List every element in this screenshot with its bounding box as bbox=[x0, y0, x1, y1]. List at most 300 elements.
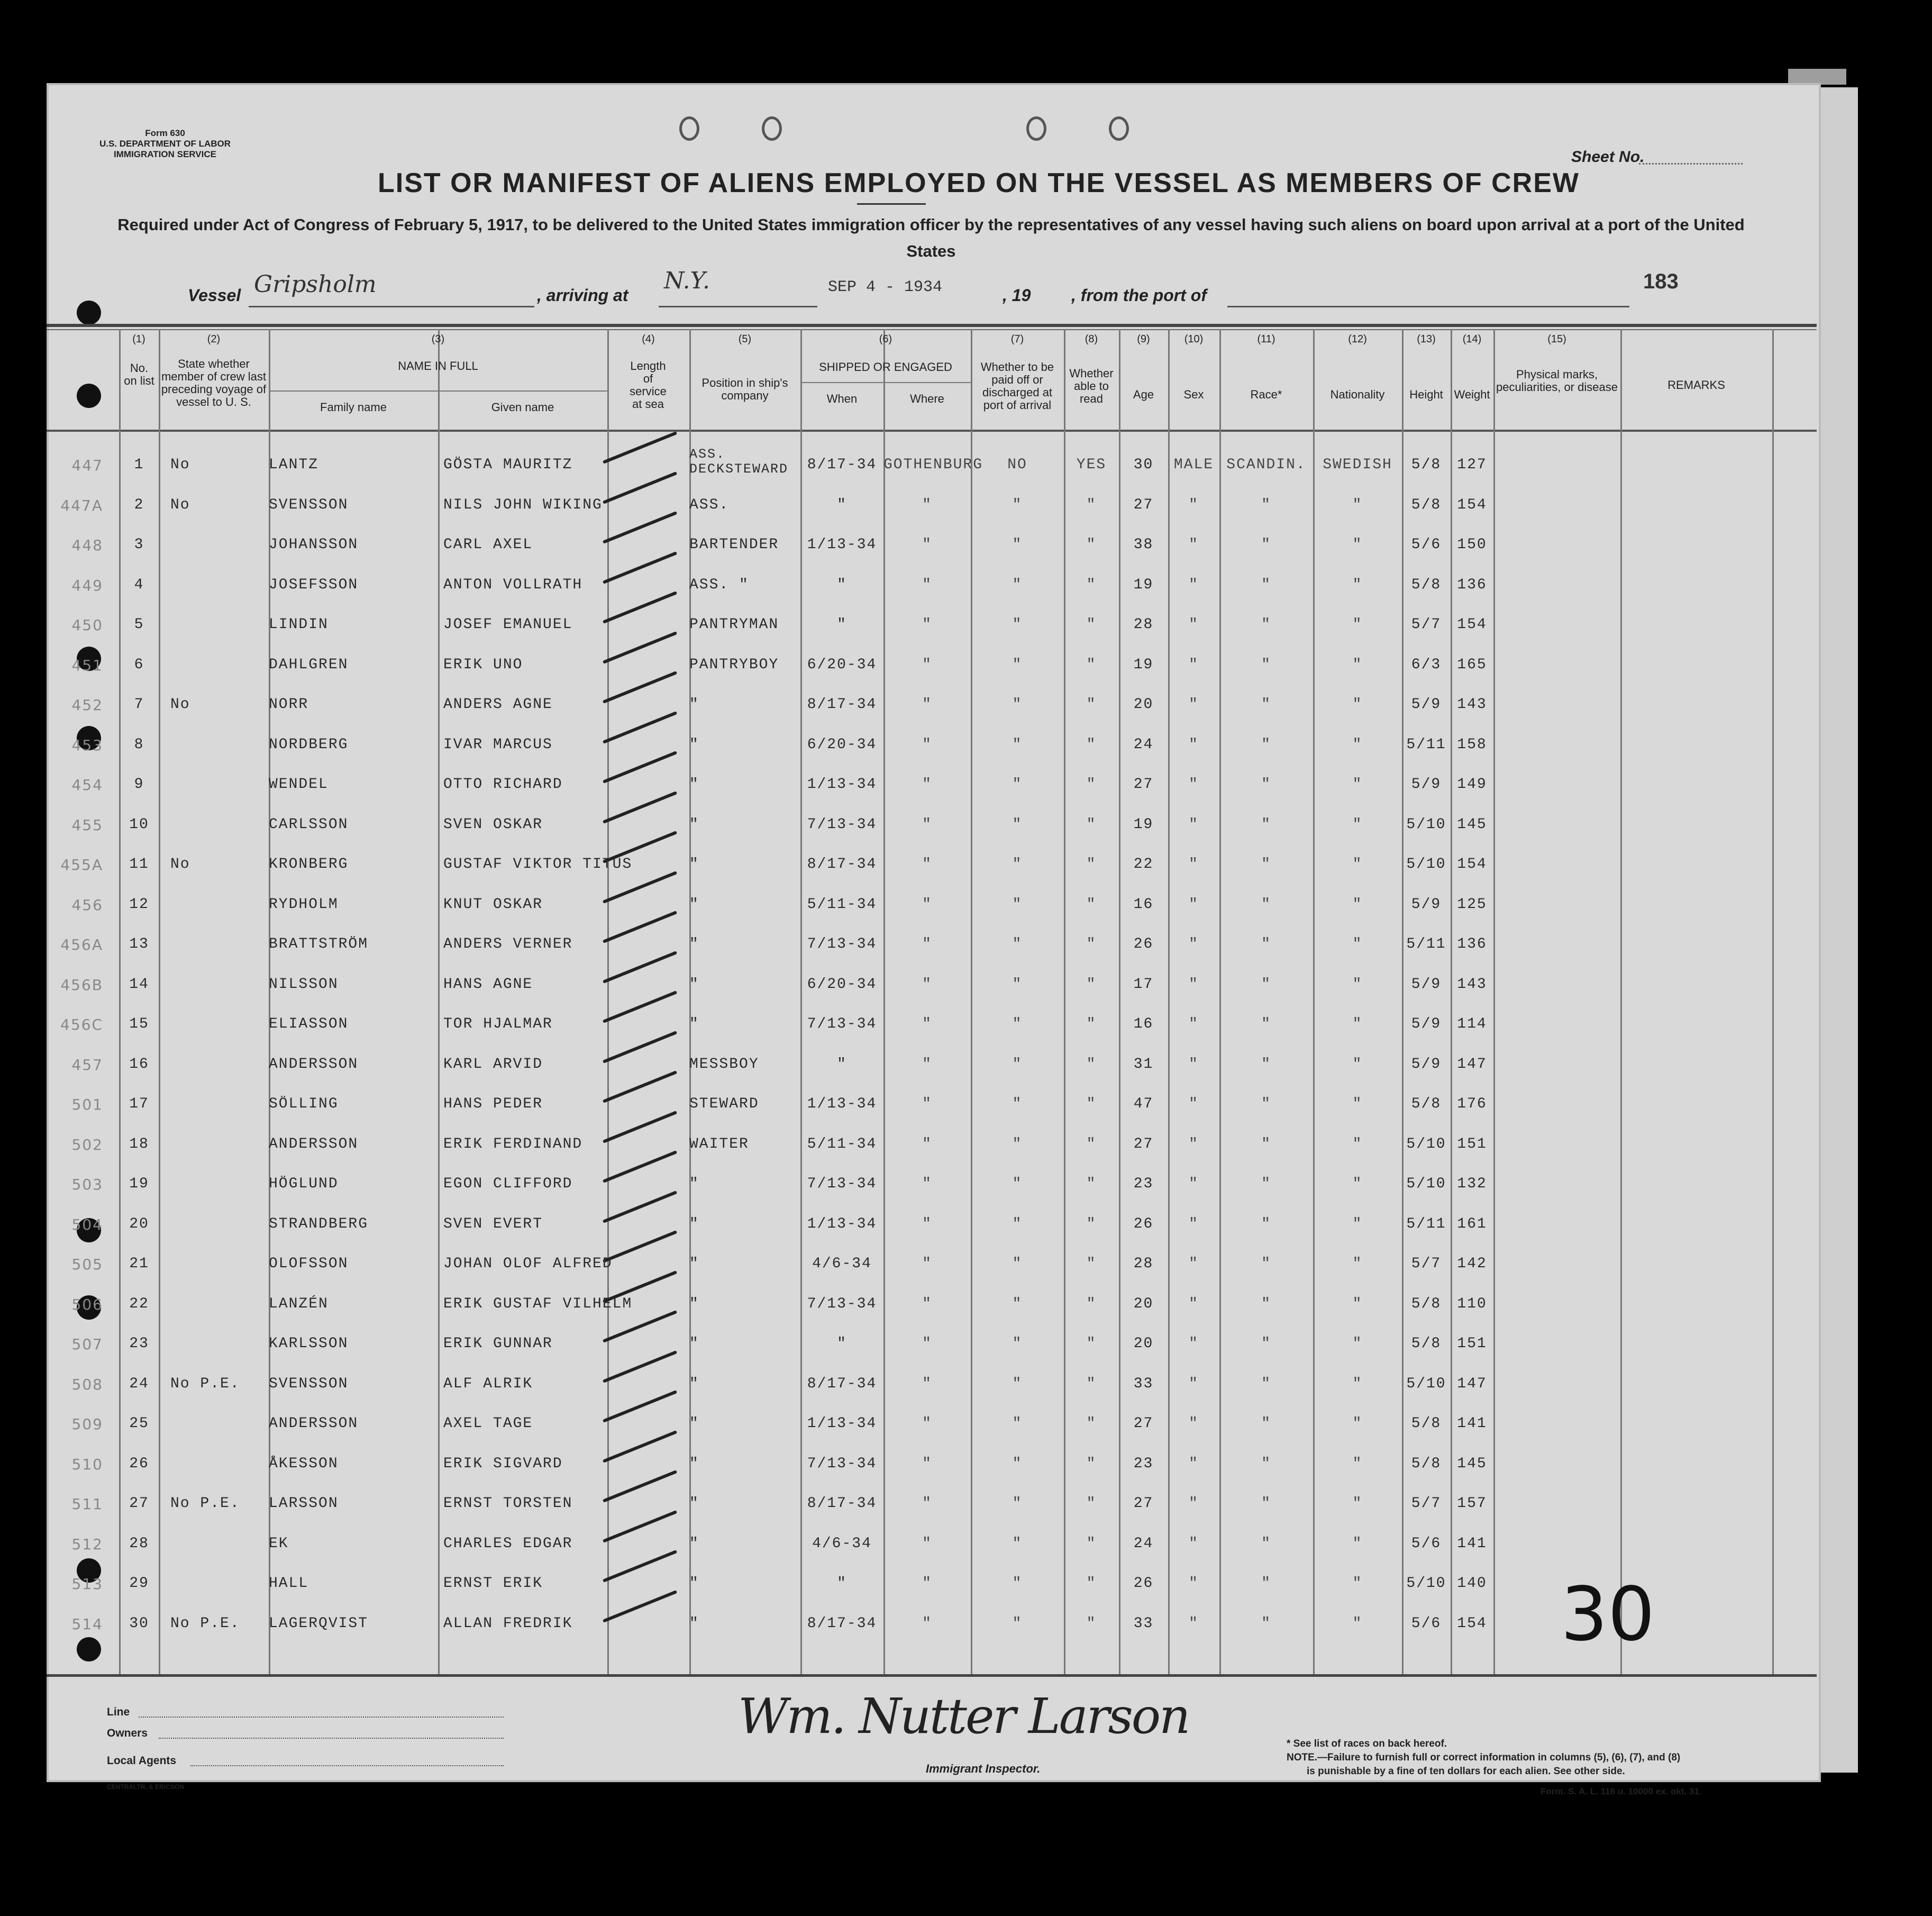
col-number: (14) bbox=[1462, 333, 1482, 345]
row-age: 20 bbox=[1133, 1295, 1154, 1312]
table-row bbox=[0, 767, 1932, 806]
row-weight: 140 bbox=[1457, 1575, 1487, 1592]
row-able-read: " bbox=[1086, 856, 1097, 873]
table-row bbox=[0, 1086, 1932, 1126]
header-state-whether: State whether member of crew last preceding voyage of vessel to U. S. bbox=[161, 357, 267, 408]
row-nationality: " bbox=[1352, 1016, 1363, 1032]
row-weight: 125 bbox=[1457, 896, 1487, 913]
row-family-name: LAGERQVIST bbox=[269, 1615, 369, 1632]
table-row bbox=[0, 1366, 1932, 1406]
total-count-handwritten: 30 bbox=[1561, 1572, 1655, 1658]
row-race: " bbox=[1261, 1096, 1271, 1112]
row-able-read: " bbox=[1086, 656, 1097, 673]
row-given-name: ANTON VOLLRATH bbox=[443, 576, 583, 593]
row-shipped-when: 7/13-34 bbox=[807, 1295, 877, 1312]
table-row bbox=[0, 1526, 1932, 1566]
row-given-name: GUSTAF VIKTOR TITUS bbox=[443, 856, 633, 873]
col-number: (2) bbox=[207, 333, 221, 345]
header-length-service: Length of service at sea bbox=[630, 359, 667, 411]
row-position: " bbox=[689, 776, 699, 793]
row-shipped-where: " bbox=[922, 1495, 932, 1512]
row-given-name: ERNST ERIK bbox=[443, 1575, 543, 1592]
row-able-read: YES bbox=[1076, 457, 1107, 473]
row-height: 5/9 bbox=[1411, 776, 1442, 793]
row-race: " bbox=[1261, 616, 1271, 633]
row-height: 5/8 bbox=[1411, 1455, 1442, 1472]
row-weight: 136 bbox=[1457, 576, 1487, 593]
row-shipped-where: " bbox=[922, 656, 932, 673]
row-position: ASS. DECKSTEWARD bbox=[689, 447, 789, 477]
arriving-port: N.Y. bbox=[664, 267, 710, 294]
department-name: U.S. DEPARTMENT OF LABOR bbox=[99, 139, 231, 149]
agents-field bbox=[190, 1765, 504, 1766]
row-margin-number: 453 bbox=[71, 736, 103, 754]
row-number: 13 bbox=[129, 936, 149, 952]
row-paid-off: " bbox=[1012, 1575, 1023, 1592]
row-age: 19 bbox=[1133, 576, 1154, 593]
row-previous-voyage: No bbox=[170, 856, 190, 873]
row-paid-off: " bbox=[1012, 936, 1023, 952]
table-row bbox=[0, 647, 1932, 687]
row-shipped-when: 4/6-34 bbox=[812, 1256, 872, 1272]
row-position: " bbox=[689, 896, 699, 913]
row-position: " bbox=[689, 1455, 699, 1472]
row-paid-off: " bbox=[1012, 1096, 1023, 1112]
row-family-name: DAHLGREN bbox=[269, 656, 349, 673]
name-subheader-rule bbox=[269, 391, 607, 392]
row-number: 16 bbox=[129, 1056, 149, 1073]
row-shipped-when: 1/13-34 bbox=[807, 776, 877, 793]
header-no-on-list: No. on list bbox=[124, 361, 154, 387]
row-sex: " bbox=[1189, 576, 1199, 593]
row-height: 5/9 bbox=[1411, 1056, 1442, 1073]
row-height: 5/9 bbox=[1411, 976, 1442, 993]
row-shipped-where: " bbox=[922, 1575, 932, 1592]
row-family-name: EK bbox=[269, 1535, 289, 1552]
row-margin-number: 508 bbox=[71, 1375, 103, 1393]
row-paid-off: " bbox=[1012, 1495, 1023, 1512]
row-shipped-where: " bbox=[922, 696, 932, 713]
row-weight: 150 bbox=[1457, 537, 1487, 553]
row-paid-off: " bbox=[1012, 656, 1023, 673]
row-paid-off: " bbox=[1012, 776, 1023, 793]
row-age: 16 bbox=[1133, 1016, 1154, 1032]
table-row bbox=[0, 687, 1932, 727]
row-able-read: " bbox=[1086, 1615, 1097, 1632]
row-paid-off: " bbox=[1012, 856, 1023, 873]
table-row bbox=[0, 847, 1932, 886]
row-height: 5/7 bbox=[1411, 1256, 1442, 1272]
row-position: " bbox=[689, 856, 699, 873]
row-position: " bbox=[689, 1615, 699, 1632]
row-position: BARTENDER bbox=[689, 537, 779, 553]
row-sex: " bbox=[1189, 1336, 1199, 1352]
row-height: 5/9 bbox=[1411, 1016, 1442, 1032]
row-able-read: " bbox=[1086, 616, 1097, 633]
row-race: " bbox=[1261, 976, 1271, 993]
table-row bbox=[0, 1006, 1932, 1046]
row-age: 38 bbox=[1133, 537, 1154, 553]
row-race: " bbox=[1261, 1256, 1271, 1272]
row-nationality: " bbox=[1352, 1336, 1363, 1352]
row-shipped-when: 1/13-34 bbox=[807, 537, 877, 553]
row-shipped-where: " bbox=[922, 1256, 932, 1272]
header-nationality: Nationality bbox=[1330, 388, 1385, 401]
header-able-read: Whether able to read bbox=[1069, 367, 1114, 405]
row-margin-number: 450 bbox=[71, 616, 103, 634]
row-family-name: ANDERSSON bbox=[269, 1136, 359, 1152]
row-race: " bbox=[1261, 1615, 1271, 1632]
col-number: (1) bbox=[132, 333, 145, 345]
row-given-name: ANDERS VERNER bbox=[443, 936, 573, 952]
row-able-read: " bbox=[1086, 1256, 1097, 1272]
row-paid-off: " bbox=[1012, 1136, 1023, 1152]
row-given-name: KARL ARVID bbox=[443, 1056, 543, 1073]
table-row bbox=[0, 1286, 1932, 1326]
col-number: (4) bbox=[642, 333, 655, 345]
row-shipped-when: 6/20-34 bbox=[807, 736, 877, 753]
row-number: 8 bbox=[134, 736, 144, 753]
form-number: Form 630 bbox=[145, 128, 185, 138]
line-field bbox=[139, 1717, 504, 1718]
row-family-name: NORR bbox=[269, 696, 309, 713]
row-number: 5 bbox=[134, 616, 144, 633]
row-given-name: CHARLES EDGAR bbox=[443, 1535, 573, 1552]
row-number: 12 bbox=[129, 896, 149, 913]
inspector-signature: Wm. Nutter Larson bbox=[738, 1688, 1189, 1745]
row-weight: 165 bbox=[1457, 656, 1487, 673]
row-given-name: ALLAN FREDRIK bbox=[443, 1615, 573, 1632]
row-shipped-where: " bbox=[922, 496, 932, 513]
row-nationality: " bbox=[1352, 816, 1363, 833]
page-number: 183 bbox=[1643, 270, 1679, 293]
row-given-name: ERIK SIGVARD bbox=[443, 1455, 563, 1472]
row-height: 5/10 bbox=[1406, 1575, 1446, 1592]
row-weight: 145 bbox=[1457, 1455, 1487, 1472]
table-header-rule bbox=[47, 430, 1817, 432]
row-family-name: CARLSSON bbox=[269, 816, 349, 833]
row-able-read: " bbox=[1086, 1535, 1097, 1552]
row-age: 20 bbox=[1133, 1336, 1154, 1352]
row-shipped-when: 8/17-34 bbox=[807, 457, 877, 473]
row-sex: " bbox=[1189, 1375, 1199, 1392]
row-race: " bbox=[1261, 1415, 1271, 1432]
title-divider bbox=[857, 203, 926, 205]
row-nationality: " bbox=[1352, 976, 1363, 993]
row-position: ASS. " bbox=[689, 576, 749, 593]
row-position: " bbox=[689, 936, 699, 952]
row-given-name: ERIK UNO bbox=[443, 656, 523, 673]
table-row bbox=[0, 1326, 1932, 1366]
row-age: 27 bbox=[1133, 496, 1154, 513]
row-weight: 147 bbox=[1457, 1375, 1487, 1392]
row-family-name: JOSEFSSON bbox=[269, 576, 359, 593]
row-height: 5/10 bbox=[1406, 816, 1446, 833]
row-given-name: EGON CLIFFORD bbox=[443, 1176, 573, 1192]
row-previous-voyage: No bbox=[170, 457, 190, 473]
col-number: (6) bbox=[879, 333, 892, 345]
row-position: ASS. bbox=[689, 496, 730, 513]
row-race: " bbox=[1261, 896, 1271, 913]
row-race: " bbox=[1261, 856, 1271, 873]
row-nationality: " bbox=[1352, 537, 1363, 553]
line-label: Line bbox=[107, 1706, 130, 1718]
vessel-name-line bbox=[249, 306, 534, 307]
penalty-note-1: NOTE.—Failure to furnish full or correct information in columns (5), (6), (7), and (8) bbox=[1287, 1752, 1681, 1763]
row-margin-number: 501 bbox=[71, 1096, 103, 1113]
row-shipped-when: 7/13-34 bbox=[807, 1016, 877, 1032]
row-given-name: GÖSTA MAURITZ bbox=[443, 457, 573, 473]
table-bottom-rule bbox=[47, 1674, 1817, 1677]
row-age: 30 bbox=[1133, 457, 1154, 473]
row-age: 26 bbox=[1133, 1215, 1154, 1232]
row-nationality: " bbox=[1352, 496, 1363, 513]
row-able-read: " bbox=[1086, 776, 1097, 793]
row-age: 33 bbox=[1133, 1375, 1154, 1392]
table-row bbox=[0, 1406, 1932, 1446]
table-row bbox=[0, 1486, 1932, 1525]
row-paid-off: " bbox=[1012, 1215, 1023, 1232]
row-weight: 132 bbox=[1457, 1176, 1487, 1192]
row-margin-number: 511 bbox=[71, 1495, 103, 1513]
page-title: LIST OR MANIFEST OF ALIENS EMPLOYED ON THE VESSEL AS MEMBERS OF CREW bbox=[378, 168, 1580, 198]
row-weight: 154 bbox=[1457, 856, 1487, 873]
row-number: 24 bbox=[129, 1375, 149, 1392]
row-shipped-where: " bbox=[922, 936, 932, 952]
row-nationality: " bbox=[1352, 1415, 1363, 1432]
row-shipped-when: 7/13-34 bbox=[807, 816, 877, 833]
header-when: When bbox=[826, 392, 858, 405]
row-given-name: ALF ALRIK bbox=[443, 1375, 533, 1392]
row-nationality: " bbox=[1352, 776, 1363, 793]
row-number: 19 bbox=[129, 1176, 149, 1192]
row-shipped-when: 7/13-34 bbox=[807, 1455, 877, 1472]
row-height: 5/8 bbox=[1411, 1096, 1442, 1112]
row-height: 5/11 bbox=[1406, 1215, 1446, 1232]
row-shipped-where: " bbox=[922, 1615, 932, 1632]
row-age: 23 bbox=[1133, 1455, 1154, 1472]
table-row bbox=[0, 487, 1932, 527]
row-sex: " bbox=[1189, 1575, 1199, 1592]
row-sex: " bbox=[1189, 1176, 1199, 1192]
sheet-number-field bbox=[1639, 163, 1743, 165]
row-age: 27 bbox=[1133, 776, 1154, 793]
row-shipped-when: 8/17-34 bbox=[807, 1615, 877, 1632]
row-shipped-where: " bbox=[922, 856, 932, 873]
table-row bbox=[0, 727, 1932, 767]
row-nationality: " bbox=[1352, 856, 1363, 873]
row-number: 10 bbox=[129, 816, 149, 833]
row-able-read: " bbox=[1086, 1176, 1097, 1192]
row-sex: " bbox=[1189, 1056, 1199, 1073]
row-able-read: " bbox=[1086, 1495, 1097, 1512]
row-height: 5/6 bbox=[1411, 1535, 1442, 1552]
row-race: " bbox=[1261, 1136, 1271, 1152]
row-margin-number: 457 bbox=[71, 1056, 103, 1074]
row-weight: 142 bbox=[1457, 1256, 1487, 1272]
punch-hole bbox=[77, 301, 101, 325]
row-nationality: " bbox=[1352, 1295, 1363, 1312]
row-nationality: SWEDISH bbox=[1323, 457, 1392, 473]
row-shipped-where: " bbox=[922, 1096, 932, 1112]
row-family-name: KRONBERG bbox=[269, 856, 349, 873]
row-family-name: HÖGLUND bbox=[269, 1176, 339, 1192]
row-able-read: " bbox=[1086, 1096, 1097, 1112]
header-age: Age bbox=[1133, 388, 1154, 401]
row-age: 33 bbox=[1133, 1615, 1154, 1632]
row-able-read: " bbox=[1086, 1455, 1097, 1472]
row-age: 17 bbox=[1133, 976, 1154, 993]
row-age: 24 bbox=[1133, 1535, 1154, 1552]
row-sex: " bbox=[1189, 936, 1199, 952]
row-position: " bbox=[689, 696, 699, 713]
row-number: 17 bbox=[129, 1096, 149, 1112]
agents-label: Local Agents bbox=[107, 1755, 177, 1767]
row-nationality: " bbox=[1352, 936, 1363, 952]
row-family-name: LANTZ bbox=[269, 457, 319, 473]
row-sex: " bbox=[1189, 1455, 1199, 1472]
row-race: " bbox=[1261, 1575, 1271, 1592]
row-shipped-where: " bbox=[922, 576, 932, 593]
row-shipped-when: 8/17-34 bbox=[807, 696, 877, 713]
header-position: Position in ship's company bbox=[701, 376, 788, 402]
year-label: , 19 bbox=[1003, 286, 1031, 305]
row-nationality: " bbox=[1352, 1575, 1363, 1592]
row-race: " bbox=[1261, 936, 1271, 952]
row-position: PANTRYMAN bbox=[689, 616, 779, 633]
row-age: 26 bbox=[1133, 1575, 1154, 1592]
row-given-name: JOHAN OLOF ALFRED bbox=[443, 1256, 613, 1272]
row-height: 5/11 bbox=[1406, 936, 1446, 952]
row-able-read: " bbox=[1086, 696, 1097, 713]
row-given-name: IVAR MARCUS bbox=[443, 736, 553, 753]
row-margin-number: 505 bbox=[71, 1256, 103, 1273]
row-paid-off: NO bbox=[1007, 457, 1027, 473]
table-top-rule bbox=[47, 324, 1817, 327]
row-sex: " bbox=[1189, 816, 1199, 833]
row-number: 21 bbox=[129, 1256, 149, 1272]
row-race: " bbox=[1261, 1535, 1271, 1552]
row-sex: " bbox=[1189, 1096, 1199, 1112]
row-nationality: " bbox=[1352, 1056, 1363, 1073]
row-given-name: AXEL TAGE bbox=[443, 1415, 533, 1432]
row-paid-off: " bbox=[1012, 1455, 1023, 1472]
row-family-name: HALL bbox=[269, 1575, 309, 1592]
row-nationality: " bbox=[1352, 616, 1363, 633]
row-position: " bbox=[689, 1256, 699, 1272]
row-shipped-when: 1/13-34 bbox=[807, 1096, 877, 1112]
row-nationality: " bbox=[1352, 1256, 1363, 1272]
row-margin-number: 506 bbox=[71, 1295, 103, 1313]
row-sex: " bbox=[1189, 1535, 1199, 1552]
row-nationality: " bbox=[1352, 1096, 1363, 1112]
row-paid-off: " bbox=[1012, 816, 1023, 833]
row-shipped-where: " bbox=[922, 1016, 932, 1032]
row-able-read: " bbox=[1086, 1215, 1097, 1232]
arriving-label: , arriving at bbox=[537, 286, 628, 305]
from-port-line bbox=[1227, 306, 1629, 307]
row-shipped-when: " bbox=[837, 576, 847, 593]
row-family-name: RYDHOLM bbox=[269, 896, 339, 913]
row-race: " bbox=[1261, 496, 1271, 513]
header-remarks: REMARKS bbox=[1667, 378, 1725, 392]
header-given-name: Given name bbox=[491, 401, 554, 414]
sheet-number-label: Sheet No. bbox=[1571, 148, 1645, 166]
row-position: " bbox=[689, 736, 699, 753]
row-margin-number: 512 bbox=[71, 1535, 103, 1553]
row-margin-number: 456C bbox=[60, 1016, 103, 1033]
owners-label: Owners bbox=[107, 1727, 148, 1739]
row-margin-number: 456A bbox=[60, 936, 103, 954]
row-shipped-where: " bbox=[922, 1336, 932, 1352]
service-name: IMMIGRATION SERVICE bbox=[114, 149, 216, 159]
table-row bbox=[0, 1446, 1932, 1486]
row-margin-number: 509 bbox=[71, 1415, 103, 1433]
row-weight: 136 bbox=[1457, 936, 1487, 952]
row-nationality: " bbox=[1352, 736, 1363, 753]
row-position: " bbox=[689, 1016, 699, 1032]
row-sex: " bbox=[1189, 616, 1199, 633]
row-paid-off: " bbox=[1012, 736, 1023, 753]
row-sex: " bbox=[1189, 656, 1199, 673]
owners-field bbox=[159, 1738, 504, 1739]
header-sex: Sex bbox=[1183, 388, 1204, 401]
row-sex: " bbox=[1189, 1016, 1199, 1032]
row-margin-number: 502 bbox=[71, 1136, 103, 1154]
row-paid-off: " bbox=[1012, 616, 1023, 633]
row-margin-number: 514 bbox=[71, 1615, 103, 1633]
page-edge-shadow bbox=[1788, 69, 1846, 85]
row-nationality: " bbox=[1352, 1136, 1363, 1152]
row-margin-number: 455 bbox=[71, 816, 103, 834]
row-position: PANTRYBOY bbox=[689, 656, 779, 673]
binding-ring bbox=[1109, 116, 1129, 141]
col-number: (3) bbox=[431, 333, 445, 345]
row-number: 14 bbox=[129, 976, 149, 993]
row-able-read: " bbox=[1086, 1016, 1097, 1032]
binding-ring bbox=[679, 116, 699, 141]
row-shipped-where: " bbox=[922, 1455, 932, 1472]
row-given-name: TOR HJALMAR bbox=[443, 1016, 553, 1032]
row-position: STEWARD bbox=[689, 1096, 759, 1112]
row-shipped-where: " bbox=[922, 816, 932, 833]
table-row bbox=[0, 807, 1932, 847]
row-race: " bbox=[1261, 1495, 1271, 1512]
row-weight: 151 bbox=[1457, 1336, 1487, 1352]
table-top-rule-inner bbox=[47, 329, 1817, 330]
inspector-label: Immigrant Inspector. bbox=[926, 1762, 1041, 1775]
row-age: 31 bbox=[1133, 1056, 1154, 1073]
row-sex: " bbox=[1189, 1615, 1199, 1632]
form-reference: Form. S. A. L. 116 u. 10000 ex. okt. 31. bbox=[1541, 1786, 1702, 1796]
row-paid-off: " bbox=[1012, 1295, 1023, 1312]
row-weight: 176 bbox=[1457, 1096, 1487, 1112]
row-number: 3 bbox=[134, 537, 144, 553]
row-margin-number: 447 bbox=[71, 457, 103, 474]
row-number: 11 bbox=[129, 856, 149, 873]
header-name-in-full: NAME IN FULL bbox=[398, 359, 478, 373]
col-number: (12) bbox=[1348, 333, 1367, 345]
row-position: " bbox=[689, 816, 699, 833]
row-family-name: SVENSSON bbox=[269, 496, 349, 513]
row-number: 23 bbox=[129, 1336, 149, 1352]
row-margin-number: 456B bbox=[60, 976, 103, 994]
row-family-name: JOHANSSON bbox=[269, 537, 359, 553]
punch-hole bbox=[77, 384, 101, 408]
table-row bbox=[0, 1047, 1932, 1086]
row-weight: 141 bbox=[1457, 1535, 1487, 1552]
row-paid-off: " bbox=[1012, 1375, 1023, 1392]
